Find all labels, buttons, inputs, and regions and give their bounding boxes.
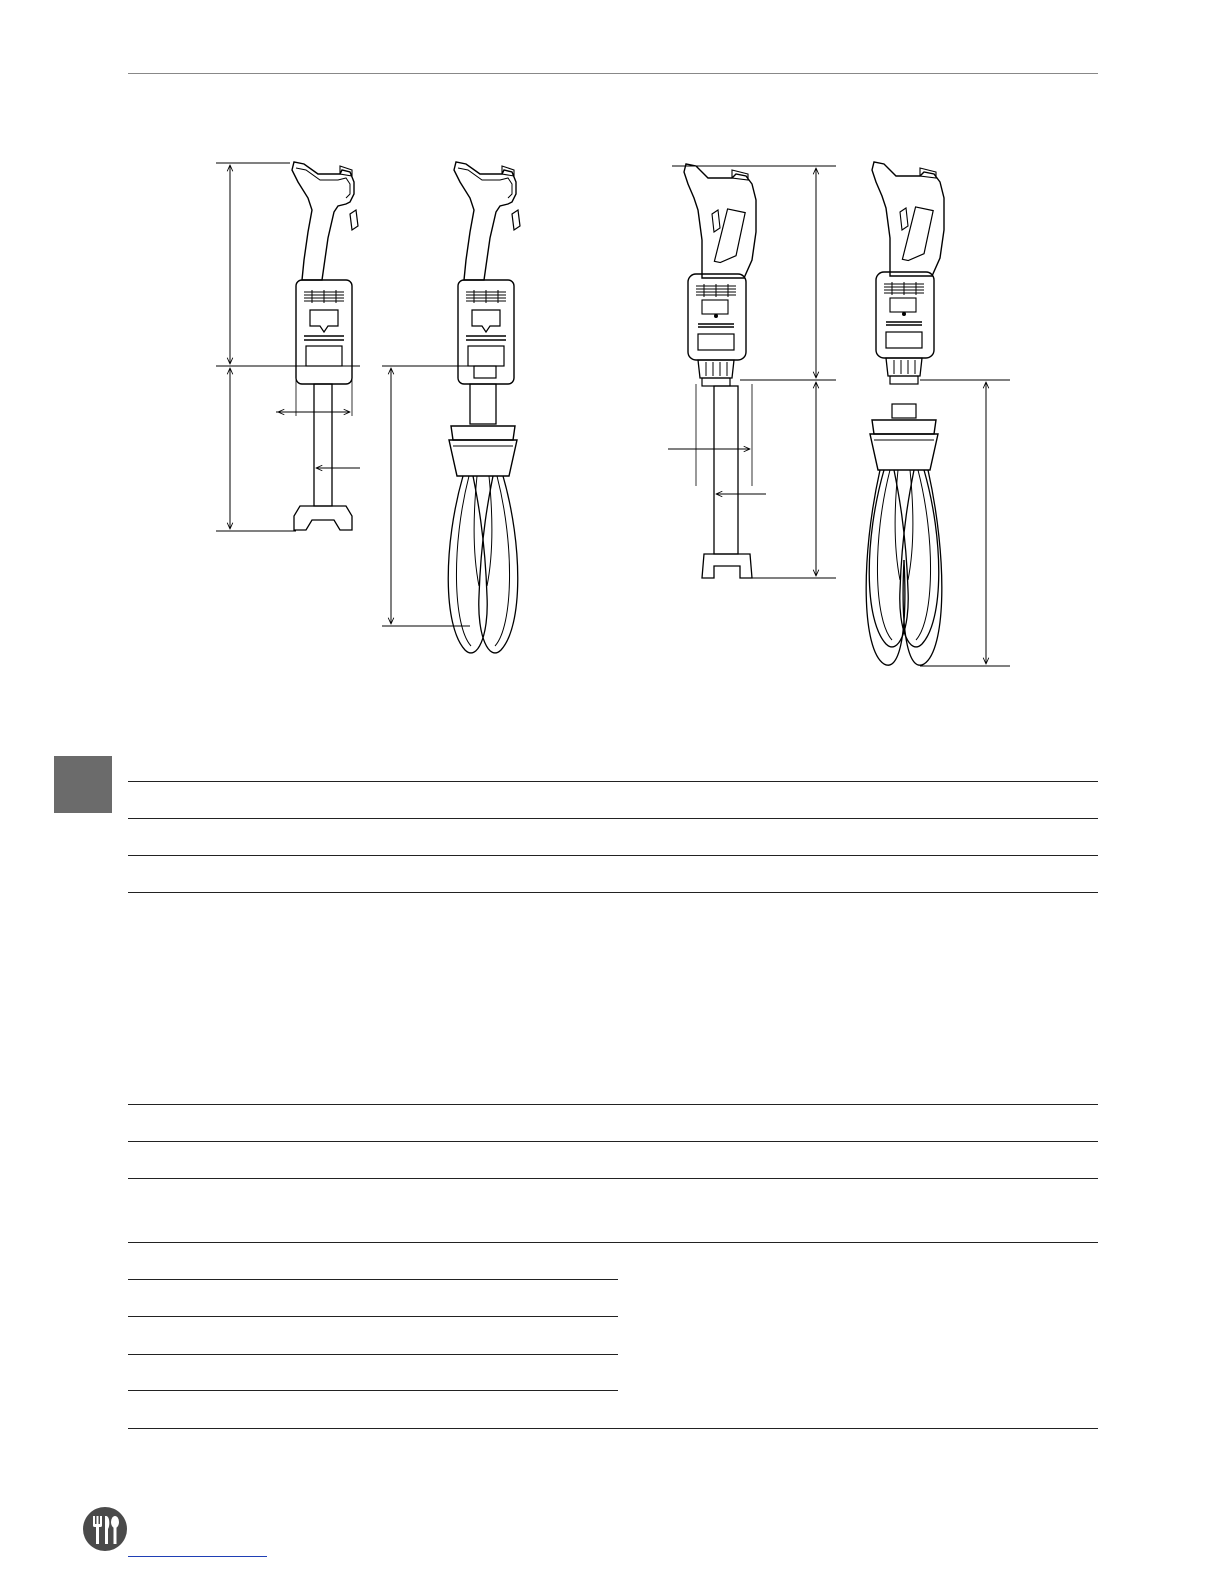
large-mixer-whisk <box>866 162 1010 666</box>
table-rule <box>128 1141 1098 1142</box>
table-rule <box>128 855 1098 856</box>
table-rule <box>128 1390 618 1391</box>
table-rule <box>128 1242 1098 1243</box>
table-rule <box>128 1316 618 1317</box>
section-tab <box>54 756 112 813</box>
compact-mixer-whisk <box>382 162 520 653</box>
large-mixer-blade <box>668 164 836 578</box>
table-rule <box>128 781 1098 782</box>
table-rule <box>128 1178 1098 1179</box>
cutlery-logo-icon <box>82 1506 128 1552</box>
footer-link[interactable] <box>128 1556 267 1557</box>
table-rule <box>128 1104 1098 1105</box>
compact-mixer-blade <box>216 162 360 531</box>
dimension-drawing <box>0 0 1224 700</box>
table-rule <box>128 892 1098 893</box>
table-rule <box>128 1428 1098 1429</box>
table-rule <box>128 1354 618 1355</box>
table-rule <box>128 818 1098 819</box>
table-rule <box>128 1279 618 1280</box>
